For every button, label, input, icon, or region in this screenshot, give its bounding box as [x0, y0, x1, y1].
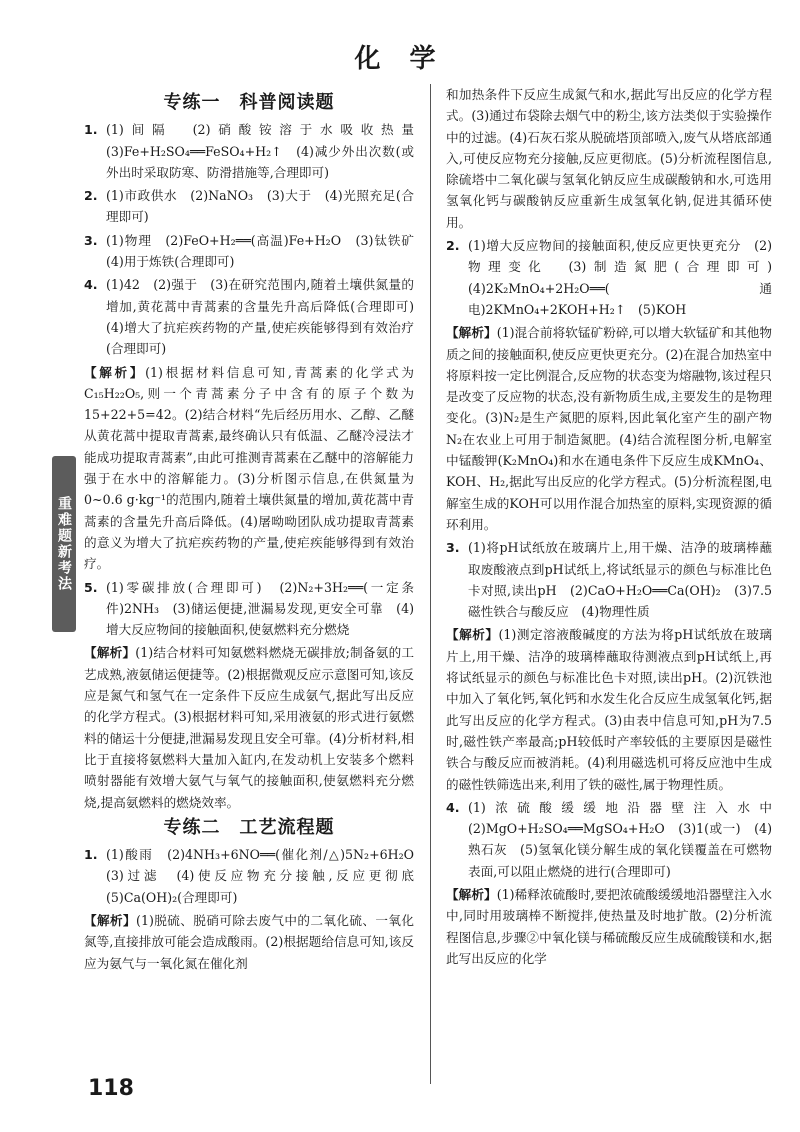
- page-number: 118: [88, 1076, 134, 1101]
- section-heading: 专练一 科普阅读题: [163, 92, 335, 113]
- question-number: 3.: [446, 540, 460, 556]
- answer-item: [84, 274, 427, 359]
- answer-text: (1)零碳排放(合理即可) (2)N₂+3H₂══(一定条件)2NH₃ (3)储运便捷,泄漏易发现,更安全可靠 (4)增大反应物间的接触面积,使氨燃料充分燃烧: [106, 579, 414, 638]
- explanation-paragraph: [446, 624, 772, 794]
- answer-item: [446, 797, 785, 882]
- answer-item: [84, 844, 427, 908]
- answer-text: (1)浓硫酸缓缓地沿器壁注入水中 (2)MgO+H₂SO₄══MgSO₄+H₂O (3)1(或一) (4)熟石灰 (5)氢氧化镁分解生成的氧化镁覆盖在可燃物表面,可以阻止燃烧的进行(合理即可): [468, 799, 785, 879]
- right-column: [446, 84, 785, 1088]
- explanation-label: 【解析】: [446, 627, 499, 643]
- explanation-label: 【解析】: [446, 325, 497, 341]
- answer-text: (1)物理 (2)FeO+H₂══(高温)Fe+H₂O (3)钛铁矿 (4)用于炼铁(合理即可): [106, 232, 427, 270]
- explanation-paragraph: [446, 84, 772, 233]
- answer-item: [84, 230, 427, 273]
- answer-text: (1)将pH试纸放在玻璃片上,用干燥、洁净的玻璃棒蘸取废酸液点到pH试纸上,将试纸显示的颜色与标准比色卡对照,读出pH (2)CaO+H₂O══Ca(OH)₂ (3)7.5 磁性铁合与酸反应 (4)物理性质: [468, 540, 785, 620]
- explanation-label: 【解析】: [446, 886, 497, 902]
- page-title: 化 学: [354, 44, 446, 74]
- explanation-text: (1)测定溶液酸碱度的方法为将pH试纸放在玻璃片上,用干燥、洁净的玻璃棒蘸取待测液点到pH试纸上,再将试纸显示的颜色与标准比色卡对照,读出pH。(2)沉铁池中加入了氧化钙,氧化钙和水发生化合反应生成氢氧化钙,据此写出反应的化学方程式。(3)由表中信息可知,pH为7.5时,磁性铁产率最高;pH较低时产率较低的主要原因是磁性铁合与酸反应而被消耗。(4)利用磁选机可将反应池中生成的磁性铁筛选出来,利用了铁的磁性,属于物理性质。: [446, 627, 773, 792]
- explanation-paragraph: [446, 884, 772, 969]
- answer-item: [446, 537, 785, 622]
- explanation-label: 【解析】: [84, 645, 136, 661]
- explanation-text: (1)混合前将软锰矿粉碎,可以增大软锰矿和其他物质之间的接触面积,使反应更快更充分。(2)在混合加热室中将原料按一定比例混合,反应物的状态变为熔融物,该过程只是改变了反应物的状态,没有新物质生成,主要发生的是物理变化。(3)N₂是生产氮肥的原料,因此氧化室产生的副产物N₂在农业上可用于制造氮肥。(4)结合流程图分析,电解室中锰酸钾(K₂MnO₄)和水在通电条件下反应生成KMnO₄、KOH、H₂,据此写出反应的化学方程式。(5)分析流程图,电解室生成的KOH可以用作混合加热室的原料,实现资源的循环利用。: [446, 325, 773, 532]
- side-tab: 重难题新考法: [52, 456, 76, 632]
- answer-text: (1)增大反应物间的接触面积,使反应更快更充分 (2)物理变化 (3)制造氮肥(合理即可) (4)2K₂MnO₄+2H₂O══(通电)2KMnO₄+2KOH+H₂↑ (5)KOH: [468, 238, 785, 317]
- explanation-label: 【解析】: [84, 912, 137, 928]
- answer-item: [84, 577, 414, 641]
- answer-text: (1)42 (2)强于 (3)在研究范围内,随着土壤供氮量的增加,黄花蒿中青蒿素的含量先升高后降低(合理即可) (4)增大了抗疟疾药物的产量,使疟疾能够得到有效治疗(合理即可): [106, 277, 427, 357]
- answer-item: [84, 119, 427, 183]
- answer-text: (1)酸雨 (2)4NH₃+6NO══(催化剂/△)5N₂+6H₂O (3)过滤 (4)使反应物充分接触,反应更彻底 (5)Ca(OH)₂(合理即可): [106, 847, 427, 905]
- explanation-text: (1)稀释浓硫酸时,要把浓硫酸缓缓地沿器壁注入水中,同时用玻璃棒不断搅拌,使热量及时地扩散。(2)分析流程图信息,步骤②中氧化镁与稀硫酸反应生成硫酸镁和水,据此写出反应的化学: [446, 886, 773, 966]
- explanation-text: 和加热条件下反应生成氮气和水,据此写出反应的化学方程式。(3)通过布袋除去烟气中的粉尘,该方法类似于实验操作中的过滤。(4)石灰石浆从脱硫塔顶部喷入,废气从塔底部通入,可使反应物充分接触,反应更彻底。(5)分析流程图信息,除硫塔中二氧化碳与氢氧化钠反应生成碳酸钠和水,可选用氢氧化钙与碳酸钠反应重新生成氢氧化钠,促进其循环使用。: [446, 87, 772, 230]
- question-number: 5.: [84, 579, 98, 595]
- answer-text: (1)间隔 (2)硝酸铵溶于水吸收热量 (3)Fe+H₂SO₄══FeSO₄+H₂↑ (4)减少外出次数(或外出时采取防寒、防滑措施等,合理即可): [106, 122, 427, 180]
- explanation-text: (1)结合材料可知氨燃料燃烧无碳排放;制备氨的工艺成熟,液氨储运便捷等。(2)根据微观反应示意图可知,该反应是氮气和氢气在一定条件下反应生成氨气,据此写出反应的化学方程式。(3)根据材料可知,采用液氨的形式进行氨燃料的储运十分便捷,泄漏易发现且安全可靠。(4)分析材料,相比于直接将氨燃料大量加入缸内,在发动机上安装多个燃料喷射器能有效增大氨气与氧气的接触面积,使氨燃料充分燃烧,提高氨燃料的燃烧效率。: [84, 645, 414, 810]
- answer-item: [84, 185, 414, 228]
- left-column: [84, 88, 427, 1088]
- question-number: 2.: [84, 188, 98, 204]
- question-number: 1.: [84, 847, 98, 863]
- explanation-paragraph: [84, 362, 414, 575]
- answer-item: [446, 235, 785, 320]
- answer-text: (1)市政供水 (2)NaNO₃ (3)大于 (4)光照充足(合理即可): [106, 188, 414, 225]
- column-divider: [430, 84, 431, 1084]
- explanation-paragraph: [84, 910, 414, 974]
- explanation-label: 【解析】: [84, 364, 146, 380]
- question-number: 4.: [84, 277, 98, 293]
- explanation-text: (1)脱硫、脱硝可除去废气中的二氧化硫、一氧化氮等,直接排放可能会造成酸雨。(2)根据题给信息可知,该反应为氨气与一氧化氮在催化剂: [84, 912, 415, 971]
- question-number: 2.: [446, 238, 460, 254]
- explanation-text: (1)根据材料信息可知,青蒿素的化学式为C₁₅H₂₂O₅,则一个青蒿素分子中含有的原子个数为15+22+5=42。(2)结合材料“先后经历用水、乙醇、乙醚从黄花蒿中提取青蒿素,最终确认只有低温、乙醚冷浸法才能成功提取青蒿素”,由此可推测青蒿素在乙醚中的溶解能力强于在水中的溶解能力。(3)分析图示信息,在供氮量为0~0.6 g·kg⁻¹的范围内,随着土壤供氮量的增加,黄花蒿中青蒿素的含量先升高后降低。(4)屠呦呦团队成功提取青蒿素的意义为增大了抗疟疾药物的产量,使疟疾能够得到有效治疗。: [84, 364, 415, 572]
- section-heading: 专练二 工艺流程题: [163, 816, 335, 838]
- question-number: 4.: [446, 799, 460, 815]
- question-number: 1.: [84, 122, 98, 138]
- question-number: 3.: [84, 232, 98, 248]
- explanation-paragraph: [446, 322, 772, 535]
- explanation-paragraph: [84, 642, 414, 812]
